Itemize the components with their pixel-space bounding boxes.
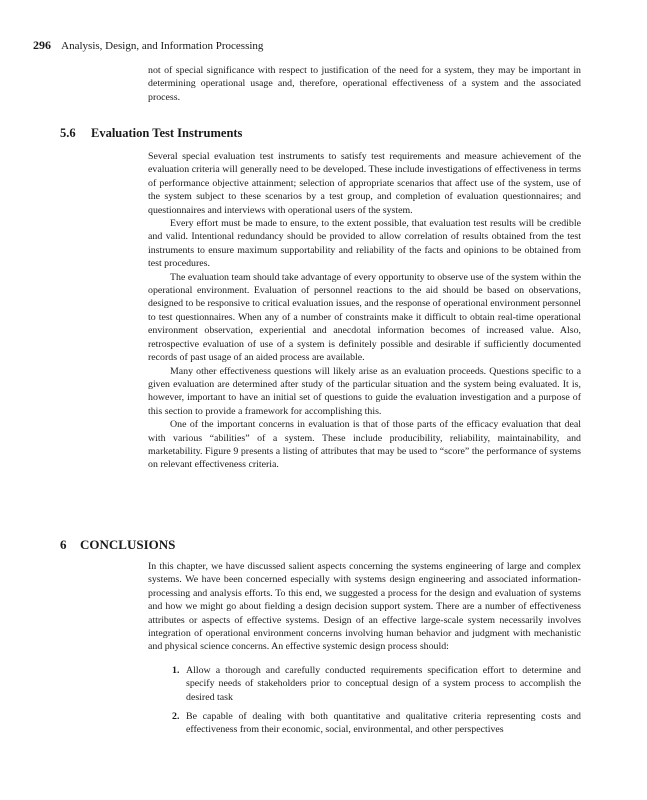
paragraph: Every effort must be made to ensure, to the extent possible, that evaluation test results will be credible and valid. Intentional redundancy should be provided to allow correlation of results obtained from the test instruments to ensure maximum supportability and reliability of the facts and opinions to be obtained from test procedures.: [148, 218, 581, 270]
paragraph: Several special evaluation test instruments to satisfy test requirements and measure achievement of the evaluation criteria will generally need to be developed. These include investigations of effectiveness in terms of performance objective attainment; selection of appropriate scenarios that affect use of the system, use of the system subject to these scenarios by a test group, and completion of evaluation questionnaires; and questionnaires and interviews with operational users of the system.: [148, 151, 581, 216]
running-title: Analysis, Design, and Information Processing: [61, 40, 264, 52]
section-title: CONCLUSIONS: [80, 537, 176, 552]
list-item-number: 2.: [172, 711, 180, 723]
paragraph: Many other effectiveness questions will likely arise as an evaluation proceeds. Questions specific to a given evaluation are determined after study of the particular situation and the system being evaluated. It is, however, important to have an initial set of questions to guide the evaluation investigation and a purpose of this section to provide a framework for accomplishing this.: [148, 365, 581, 417]
list-item-text: Allow a thorough and carefully conducted requirements specification effort to determine and specify needs of stakeholders prior to conceptual design of a system process to accomplish the desired task: [186, 664, 581, 703]
list-item-text: Be capable of dealing with both quantitative and qualitative criteria representing costs and effectiveness from their economic, social, environmental, and other perspectives: [186, 711, 581, 736]
list-item: [148, 710, 581, 737]
paragraph: One of the important concerns in evaluation is that of those parts of the efficacy evaluation that deal with various “abilities” of a system. These include producibility, reliability, maintainability, and marketability. Figure 9 presents a listing of attributes that may be used to “score” the performance of systems on relevant effectiveness criteria.: [148, 419, 581, 471]
section-6-body: [148, 560, 581, 743]
section-6-heading: [60, 537, 175, 553]
section-5-6-heading: [60, 126, 242, 141]
page-number: 296: [33, 38, 51, 52]
list-item: [148, 664, 581, 704]
section-number: 6: [60, 537, 67, 552]
section-5-6-body: [148, 150, 581, 472]
section-title: Evaluation Test Instruments: [91, 126, 243, 140]
section-number: 5.6: [60, 126, 76, 140]
paragraph: The evaluation team should take advantage of every opportunity to observe use of the system within the operational environment. Evaluation of personnel reactions to the aid should be based on observations, designed to be responsive to critical evaluation issues, and the response of operational environment personnel to test questionnaires. When any of a number of constraints make it difficult to obtain real-time operational environment observation, experiential and anecdotal information becomes of increased value. Also, retrospective evaluation of use of a system is definitely possible and desirable if sufficiently documented records of past usage of an aided process are available.: [148, 271, 582, 364]
running-header: [33, 38, 263, 53]
intro-paragraph: not of special significance with respect to justification of the need for a system, they may be important in determining operational usage and, therefore, operational effectiveness of a system and the associated process.: [148, 65, 581, 103]
intro-continuation: [148, 64, 581, 104]
list-item-number: 1.: [172, 664, 180, 676]
design-process-list: [148, 664, 581, 737]
paragraph: In this chapter, we have discussed salient aspects concerning the systems engineering of large and complex systems. We have been concerned especially with systems design engineering and associated information-processing and analysis efforts. To this end, we suggested a process for the design and evaluation of systems and how we might go about fielding a design decision support system. There are a number of effectiveness attributes or aspects of effective systems. Design of an effective large-scale system necessarily involves integration of operational environment concerns involving human behavior and judgment with mechanistic and physical science concerns. An effective systemic design process should:: [148, 561, 581, 653]
